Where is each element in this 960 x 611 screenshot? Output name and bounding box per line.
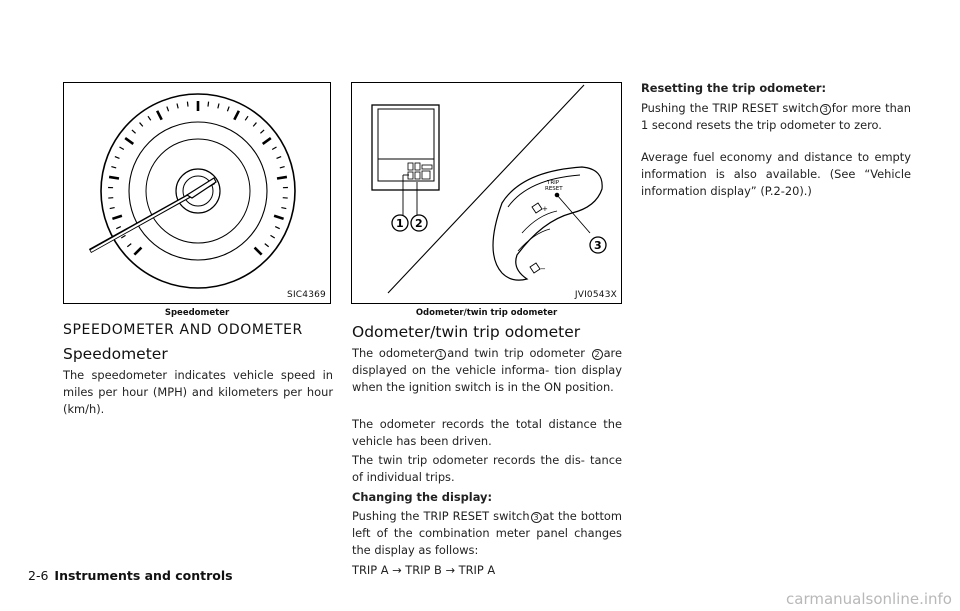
speedometer-tick xyxy=(125,138,133,144)
resetting-heading: Resetting the trip odometer: xyxy=(641,81,827,95)
speedometer-tick xyxy=(265,244,269,247)
trip-sequence: TRIP A → TRIP B → TRIP A xyxy=(352,563,496,577)
speedometer-tick xyxy=(177,103,178,108)
page-footer xyxy=(28,568,233,583)
speedometer-tick xyxy=(274,216,284,219)
speedometer-tick xyxy=(227,107,229,112)
speedometer-tick xyxy=(116,227,121,229)
speedometer-tick xyxy=(208,102,209,107)
speedometer-tick xyxy=(167,107,169,112)
speedometer-tick xyxy=(127,244,131,247)
paragraph-changing-display: Pushing the TRIP RESET switch 3 at the bottom left of the combination meter panel changes the display as follows: xyxy=(352,509,622,558)
speedometer-tick xyxy=(234,111,239,120)
speedometer-tick xyxy=(110,208,115,209)
callout-3-icon: 3 xyxy=(820,104,831,115)
speedometer-tick xyxy=(111,167,116,168)
paragraph-twin-trip: The twin trip odometer records the dis- tance of individual trips. xyxy=(352,453,622,485)
speedometer-tick xyxy=(245,116,248,120)
odometer-figure xyxy=(351,82,622,304)
figure-code: SIC4369 xyxy=(287,290,326,300)
speedometer-tick xyxy=(157,111,162,120)
speedometer-illustration xyxy=(64,83,331,304)
speedometer-tick xyxy=(115,157,120,159)
callout-3: 3 xyxy=(594,239,602,252)
trip-label: TRIP xyxy=(547,180,560,186)
speedometer-tick xyxy=(270,235,274,238)
speedometer-tick xyxy=(253,123,256,127)
paragraph-odometer-total: The odometer records the total distance the vehicle has been driven. xyxy=(352,417,622,449)
callout-1: 1 xyxy=(396,217,404,230)
speedometer-tick xyxy=(119,147,123,149)
speedometer-figure xyxy=(63,82,331,304)
speedometer-tick xyxy=(277,177,287,179)
speedometer-tick xyxy=(132,130,136,133)
watermark: carmanualsonline.info xyxy=(786,590,952,608)
speedometer-tick xyxy=(281,208,286,209)
odometer-illustration xyxy=(352,83,622,304)
paragraph-speedometer: The speedometer indicates vehicle speed in miles per hour (MPH) and kilometers per hour (km/h). xyxy=(63,368,333,417)
speedometer-tick xyxy=(277,157,282,159)
svg-text:+: + xyxy=(542,205,548,213)
figure-caption: Odometer/twin trip odometer xyxy=(415,308,558,318)
paragraph-fuel-economy: Average fuel economy and distance to empty information is also available. (See “Vehicle information display” (P.2-20).) xyxy=(641,150,911,199)
speedometer-tick xyxy=(112,216,122,219)
figure-code: JVI0543X xyxy=(574,290,617,300)
callout-3-icon: 3 xyxy=(531,512,542,523)
speedometer-tick xyxy=(134,248,141,255)
changing-display-heading: Changing the display: xyxy=(352,490,493,504)
reset-label: RESET xyxy=(545,186,563,192)
speedometer-tick xyxy=(140,123,143,127)
speedometer-tick xyxy=(280,167,285,168)
speedometer-tick xyxy=(272,147,276,149)
speedometer-tick xyxy=(260,130,264,133)
speedometer-tick xyxy=(109,177,119,179)
svg-text:−: − xyxy=(540,265,546,273)
section-name: Instruments and controls xyxy=(54,568,233,583)
speedometer-tick xyxy=(148,116,151,120)
speedometer-tick xyxy=(263,138,271,144)
speedometer-tick xyxy=(187,102,188,107)
callout-2: 2 xyxy=(415,217,423,230)
paragraph-odometer-intro: The odometer 1 and twin trip odometer 2 are displayed on the vehicle informa- tion display when the ignition switch is in the ON position. xyxy=(352,346,622,395)
figure-caption: Speedometer xyxy=(164,308,230,318)
page-number: 2-6 xyxy=(28,568,49,583)
speedometer-tick xyxy=(255,248,262,255)
subheading-odometer: Odometer/twin trip odometer xyxy=(352,323,581,341)
paragraph-resetting: Pushing the TRIP RESET switch 3 for more than 1 second resets the trip odometer to zero. xyxy=(641,101,911,133)
section-title: SPEEDOMETER AND ODOMETER xyxy=(63,322,303,338)
callout-2-icon: 2 xyxy=(592,349,603,360)
speedometer-tick xyxy=(218,103,219,108)
subheading-speedometer: Speedometer xyxy=(63,345,168,363)
callout-1-icon: 1 xyxy=(435,349,446,360)
speedometer-tick xyxy=(275,227,280,229)
